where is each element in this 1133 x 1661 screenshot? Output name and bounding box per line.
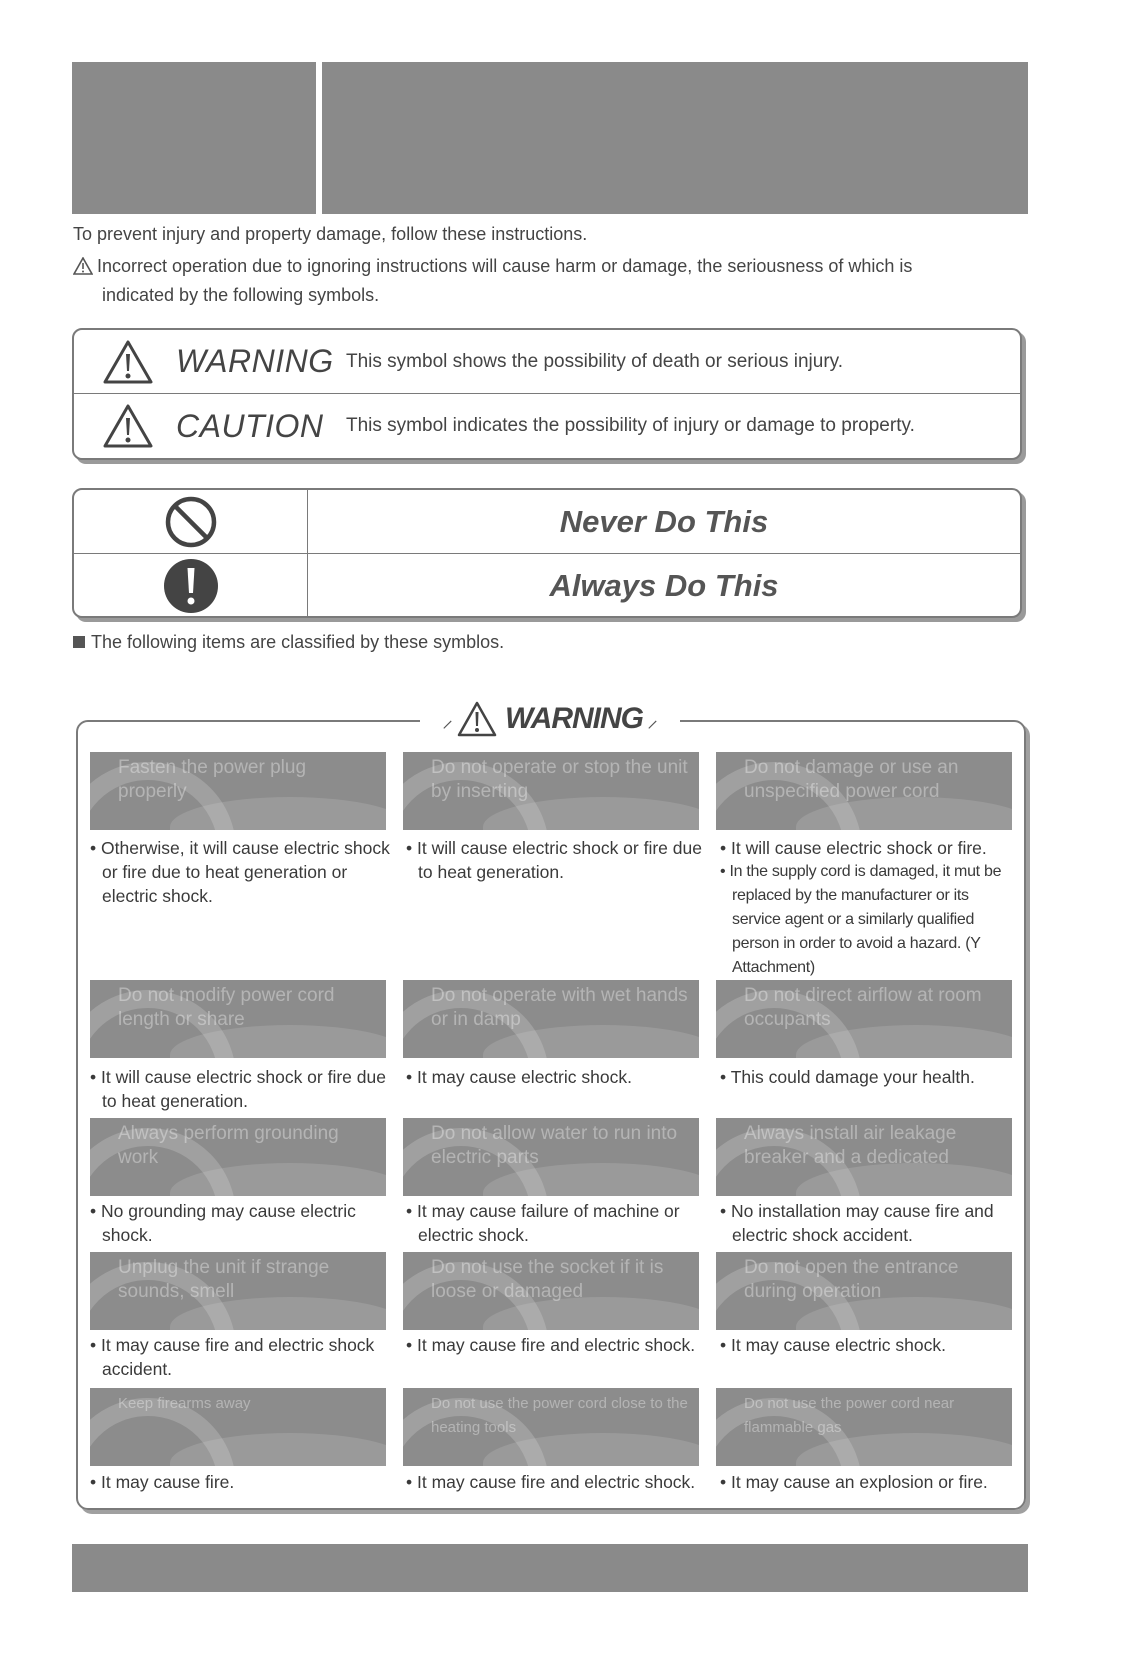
legend-warning-word: WARNING: [176, 343, 334, 379]
warning-note-line: • It may cause an explosion or fire.: [720, 1472, 988, 1492]
classified-note: [73, 632, 504, 653]
warning-note-line: • It may cause fire and electric shock accident.: [90, 1335, 375, 1379]
warning-note: [720, 1470, 1020, 1494]
warning-card: [90, 752, 386, 830]
caution-triangle-icon: [102, 403, 154, 449]
warning-note-line: • It may cause fire.: [90, 1472, 235, 1492]
warning-note-line: • No grounding may cause electric shock.: [90, 1201, 356, 1245]
intro-line-1: To prevent injury and property damage, follow these instructions.: [73, 224, 588, 244]
warning-note: [720, 1065, 1020, 1089]
warning-card: [716, 980, 1012, 1058]
warning-card-title: Do not damage or use an unspecified power cord: [744, 757, 959, 802]
warning-card-title: Do not allow water to run into electric parts: [431, 1123, 678, 1168]
intro-line-2: [73, 252, 912, 283]
warning-card: [90, 1252, 386, 1330]
warning-card: [716, 1118, 1012, 1196]
warning-note: [90, 1199, 390, 1247]
prohibition-icon-cell: [74, 490, 308, 553]
warning-note: [406, 1199, 706, 1247]
warning-note: [406, 1065, 706, 1089]
never-do-this-label: Never Do This: [559, 503, 769, 539]
legend-caution-word: CAUTION: [176, 407, 324, 444]
severity-legend: [72, 328, 1022, 460]
warning-card: [403, 980, 699, 1058]
intro-line-2-text: Incorrect operation due to ignoring instructions will cause harm or damage, the seriousness of which is: [97, 256, 913, 276]
legend-row-warning: [74, 330, 1020, 394]
header-block-right: [322, 62, 1028, 214]
warning-card-title: Do not operate with wet hands or in damp: [431, 985, 688, 1030]
warning-note: [90, 836, 390, 908]
warning-card: [403, 1252, 699, 1330]
intro-line-3: indicated by the following symbols.: [102, 285, 380, 305]
warning-card-title: Do not direct airflow at room occupants: [744, 985, 982, 1030]
warning-card-title: Do not modify power cord length or share: [118, 985, 335, 1030]
warning-note: [90, 1065, 390, 1113]
warning-card: [716, 752, 1012, 830]
warning-note: [720, 1199, 1020, 1247]
warning-note: [90, 1333, 390, 1381]
warning-note: [720, 1333, 1020, 1357]
warning-section-title-text: WARNING: [505, 702, 643, 735]
warning-card-title: Always install air leakage breaker and a dedicated: [744, 1123, 957, 1168]
squiggle-right-icon: ⸝: [647, 707, 659, 732]
warning-note-line: • Otherwise, it will cause electric shock or fire due to heat generation or electric shock.: [90, 838, 390, 906]
warning-card-title: Keep firearms away: [118, 1395, 251, 1412]
warning-card: [90, 1388, 386, 1466]
warning-card-title: Fasten the power plug properly: [118, 757, 307, 802]
symbol-legend: [72, 488, 1022, 618]
squiggle-left-icon: ⸝: [441, 707, 453, 732]
warning-note-line: • In the supply cord is damaged, it mut be replaced by the manufacturer or its service agent or a similarly qualified person in order to avoid a hazard. (Y Attachment): [720, 863, 1002, 976]
header-block-left: [72, 62, 316, 214]
warning-card: [90, 1118, 386, 1196]
warning-note-line: • It will cause electric shock or fire due to heat generation.: [406, 838, 702, 882]
classified-note-text: The following items are classified by these symblos.: [91, 632, 505, 652]
warning-note: [406, 836, 706, 884]
warning-card: [716, 1252, 1012, 1330]
warning-card-title: Do not use the socket if it is loose or damaged: [431, 1257, 664, 1302]
warning-note-line: • It may cause fire and electric shock.: [406, 1335, 696, 1355]
always-do-this-label: Always Do This: [549, 568, 779, 603]
warning-note-line: • It will cause electric shock or fire.: [720, 838, 987, 858]
warning-note-line: • It will cause electric shock or fire due to heat generation.: [90, 1067, 386, 1111]
legend-row-caution: [74, 394, 1020, 458]
mandatory-icon-cell: [74, 554, 308, 618]
warning-card: [403, 752, 699, 830]
warning-card-title: Do not use the power cord near flammable gas: [744, 1395, 955, 1436]
warning-card: [403, 1388, 699, 1466]
warning-triangle-icon: [73, 255, 93, 283]
warning-card: [90, 980, 386, 1058]
warning-note-line: • It may cause fire and electric shock.: [406, 1472, 696, 1492]
symbol-row-never: [74, 490, 1020, 554]
warning-note-line: • It may cause electric shock.: [720, 1335, 946, 1355]
warning-note-line: • It may cause electric shock.: [406, 1067, 632, 1087]
warning-card-title: Always perform grounding work: [118, 1123, 339, 1168]
warning-card-title: Do not operate or stop the unit by inserting: [431, 757, 688, 802]
legend-warning-desc: This symbol shows the possibility of death or serious injury.: [346, 350, 844, 372]
symbol-row-always: [74, 554, 1020, 618]
warning-card: [716, 1388, 1012, 1466]
warning-note-line: • No installation may cause fire and electric shock accident.: [720, 1201, 994, 1245]
warning-note: [720, 836, 1020, 980]
warning-note-line: • This could damage your health.: [720, 1067, 975, 1087]
warning-card-title: Unplug the unit if strange sounds, smell: [118, 1257, 330, 1302]
footer-bar: [72, 1544, 1028, 1592]
square-bullet-icon: [73, 636, 85, 648]
warning-card-title: Do not open the entrance during operation: [744, 1257, 959, 1302]
warning-section-title: [420, 697, 680, 741]
warning-card-title: Do not use the power cord close to the heating tools: [431, 1395, 688, 1436]
warning-triangle-icon: [102, 339, 154, 385]
legend-caution-desc: This symbol indicates the possibility of injury or damage to property.: [346, 415, 915, 436]
warning-note: [90, 1470, 390, 1494]
warning-note: [406, 1470, 706, 1494]
warning-triangle-icon: [457, 701, 497, 737]
exclamation-icon: [163, 558, 219, 614]
warning-note: [406, 1333, 706, 1357]
warning-note-line: • It may cause failure of machine or electric shock.: [406, 1201, 680, 1245]
warning-card: [403, 1118, 699, 1196]
prohibition-icon: [164, 495, 218, 549]
